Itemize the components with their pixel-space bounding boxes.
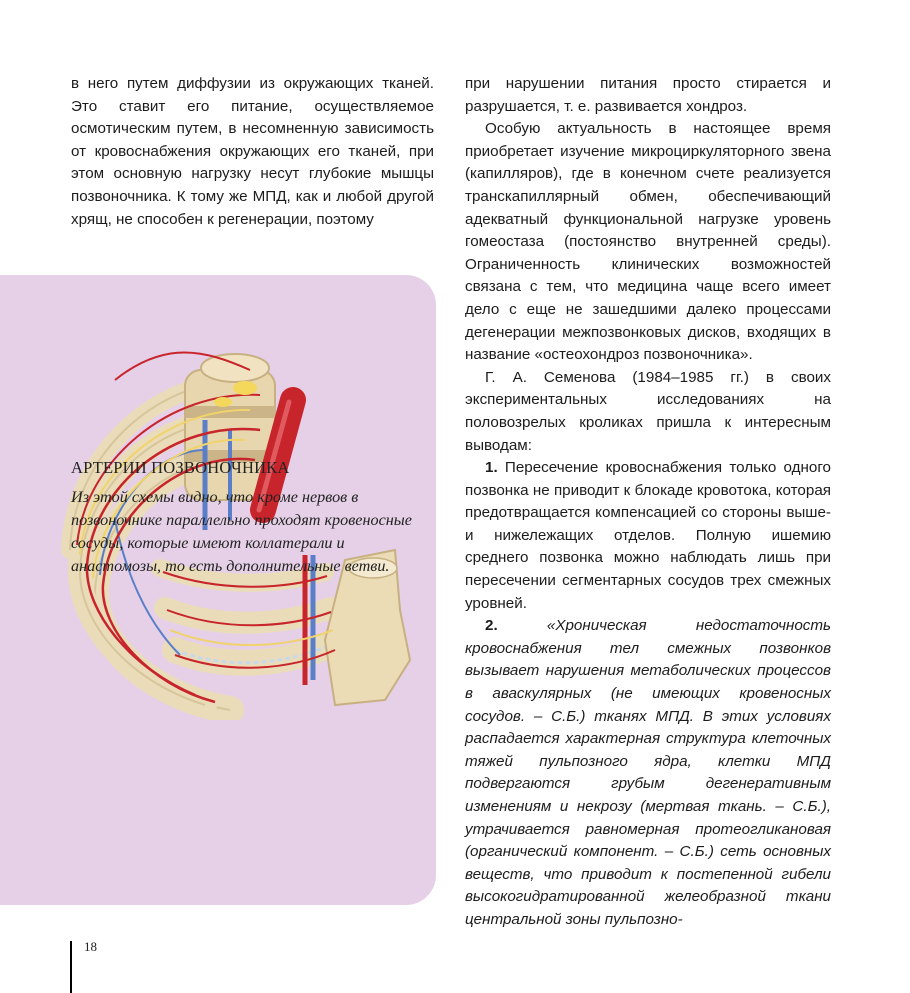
- caption-text: Из этой схемы видно, что кроме нервов в позвоночнике параллельно проходят кровеносные сосуды, которые имеют коллатерали и анастомозы, то есть дополнительные ветви.: [71, 488, 412, 575]
- numbered-point: [465, 615, 831, 931]
- point-number: 1.: [485, 459, 498, 477]
- illustration-panel: [0, 275, 436, 905]
- page-number: 18: [84, 939, 97, 954]
- point-text: «Хроническая недостаточность кровоснабжения тел смежных позвонков вызывает нарушения метаболических процессов в аваскулярных (не имеющих кровеносных сосудов. – С.Б.) тканях МПД. В этих условиях распадается характерная структура клеточных тяжей пульпозного ядра, клетки МПД подвергаются грубым дегенеративным изменениям и некрозу (мертвая ткань. – С.Б.), утрачивается равномерная протеогликановая (органический компонент. – С.Б.) сеть основных веществ, что приводит к постепенной гибели высокогидратированной желеобразной ткани центральной зоны пульпозно-: [465, 617, 831, 928]
- body-paragraph: Особую актуальность в настоящее время приобретает изучение микроциркуляторного звена (капилляров), где в конечном счете реализуется транскапиллярный обмен, обеспечивающий адекватный функциональной нагрузке уровень гомеостаза (постоянство внутренней среды). Ограниченность клинических возможностей связана с тем, что медицина чаще всего имеет дело с еще не зашедшими далеко процессами дегенерации межпозвонковых дисков, входящих в название «остеохондроз позвоночника».: [465, 120, 831, 364]
- numbered-point: [465, 457, 831, 615]
- point-number: 2.: [485, 617, 498, 635]
- right-text-column: [465, 73, 831, 932]
- body-paragraph: при нарушении питания просто стирается и разрушается, т. е. развивается хондроз.: [465, 75, 831, 115]
- body-paragraph: Г. А. Семенова (1984–1985 гг.) в своих экспериментальных исследованиях на половозрелых кроликах пришла к интересным выводам:: [465, 368, 831, 454]
- point-text: Пересечение кровоснабжения только одного позвонка не приводит к блокаде кровотока, которая предотвращается компенсацией со стороны выше- и нижележащих отделов. Полную ишемию среднего позвонка можно наблюдать лишь при пересечении сегментарных сосудов трех смежных уровней.: [465, 459, 831, 612]
- caption-title: АРТЕРИИ ПОЗВОНОЧНИКА: [71, 458, 290, 477]
- body-paragraph: в него путем диффузии из окружающих тканей. Это ставит его питание, осуществляемое осмотическим путем, в несомненную зависимость от кровоснабжения окружающих его тканей, при этом основную нагрузку несут глубокие мышцы позвоночника. К тому же МПД, как и любой другой хрящ, не способен к регенерации, поэтому: [71, 75, 434, 228]
- page-rule: [70, 941, 72, 993]
- left-text-column: [71, 73, 434, 231]
